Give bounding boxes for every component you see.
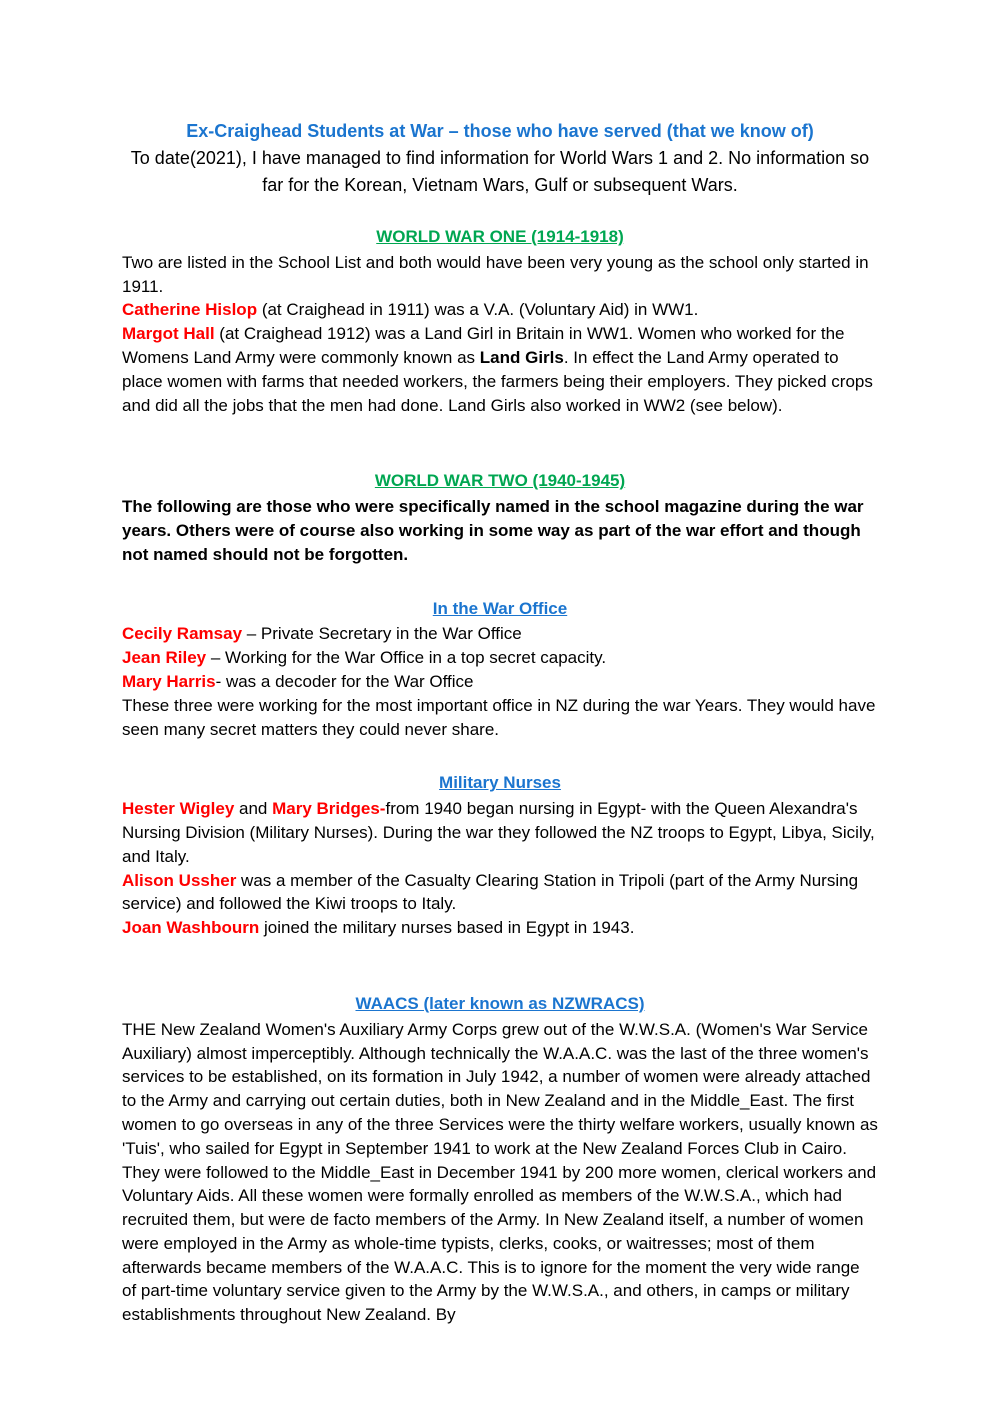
section-heading-military-nurses: Military Nurses — [439, 773, 561, 793]
paragraph-waacs-body: THE New Zealand Women's Auxiliary Army Corps grew out of the W.W.S.A. (Women's War Service Auxiliary) almost imperceptibly. Although technically the W.A.A.C. was the last of the three women's services to be established, on its formation in July 1942, a number of women were already attached to the Army and carrying out certain duties, both in New Zealand and in the Middle_East. The first women to go overseas in any of the three Services were the thirty welfare workers, usually known as 'Tuis', who sailed for Egypt in September 1941 to work at the New Zealand Forces Club in Cairo. They were followed to the Middle_East in December 1941 by 200 more women, clerical workers and Voluntary Aids. All these women were formally enrolled as members of the W.W.S.A., which had recruited them, but were de facto members of the Army. In New Zealand itself, a number of women were employed in the Army as whole-time typists, clerks, cooks, or waitresses; most of them afterwards became members of the W.A.A.C. This is to ignore for the moment the very wide range of part-time voluntary service given to the Army by the W.W.S.A., and others, in camps or military establishments throughout New Zealand. By — [122, 1019, 878, 1325]
paragraph-hester-wigley-mary-bridges — [122, 797, 878, 868]
list-item-war-office — [122, 622, 878, 646]
document-subtitle: To date(2021), I have managed to find information for World Wars 1 and 2. No information so far for the Korean, Vietnam Wars, Gulf or subsequent Wars. — [130, 148, 870, 195]
section-heading-war-office: In the War Office — [432, 598, 568, 618]
paragraph-margot-hall — [122, 322, 878, 417]
text-run: (at Craighead in 1911) was a V.A. (Voluntary Aid) in WW1. — [257, 300, 699, 320]
person-name-alison-ussher: Alison Ussher — [122, 870, 237, 890]
person-name-hester-wigley: Hester Wigley — [122, 799, 235, 819]
paragraph-ww2-intro: The following are those who were specifically named in the school magazine during the war years. Others were of course also working in some way as part of the war effort and though not named should not be forgotten. — [122, 497, 864, 564]
text-run: and — [234, 799, 273, 819]
text-run: - was a decoder for the War Office — [215, 671, 474, 691]
person-name-mary-bridges: Mary Bridges- — [272, 799, 386, 819]
person-name-joan-washbourn: Joan Washbourn — [122, 918, 260, 938]
paragraph-ww1-intro: Two are listed in the School List and both would have been very young as the school only started in 1911. — [122, 252, 869, 296]
person-name-cecily-ramsay: Cecily Ramsay — [122, 624, 243, 644]
person-name-mary-harris: Mary Harris — [122, 671, 216, 691]
section-heading-world-war-one: WORLD WAR ONE (1914-1918) — [376, 227, 624, 246]
list-item-war-office — [122, 646, 878, 670]
document-title: Ex-Craighead Students at War – those who have served (that we know of) — [186, 121, 814, 141]
section-heading-world-war-two: WORLD WAR TWO (1940-1945) — [374, 471, 626, 491]
paragraph-alison-ussher — [122, 869, 878, 917]
paragraph-catherine-hislop — [122, 298, 878, 322]
person-name-catherine-hislop: Catherine Hislop — [122, 300, 258, 320]
text-run: . In effect the Land Army operated to place women with farms that needed workers, the farmers being their employers. They picked crops and did all the jobs that the men had done. Land Girls also worked in WW2 (see below). — [122, 347, 873, 415]
paragraph-war-office-note: These three were working for the most important office in NZ during the war Years. They would have seen many secret matters they could never share. — [122, 695, 876, 739]
text-run: from 1940 began nursing in Egypt- with the Queen Alexandra's Nursing Division (Military Nurses). During the war they followed the NZ troops to Egypt, Libya, Sicily, and Italy. — [122, 799, 875, 866]
text-run: – Working for the War Office in a top secret capacity. — [206, 648, 607, 668]
bold-text-land-girls: Land Girls — [479, 347, 564, 367]
section-heading-waacs: WAACS (later known as NZWRACS) — [355, 993, 645, 1013]
text-run: joined the military nurses based in Egypt in 1943. — [259, 918, 635, 938]
text-run: was a member of the Casualty Clearing Station in Tripoli (part of the Army Nursing service) and followed the Kiwi troops to Italy. — [122, 870, 859, 914]
person-name-margot-hall: Margot Hall — [122, 324, 215, 344]
paragraph-joan-washbourn — [122, 916, 878, 940]
list-item-war-office — [122, 670, 878, 694]
text-run: – Private Secretary in the War Office — [242, 624, 522, 644]
text-run: (at Craighead 1912) was a Land Girl in Britain in WW1. Women who worked for the Womens Land Army were commonly known as — [122, 324, 845, 367]
person-name-jean-riley: Jean Riley — [122, 648, 207, 668]
